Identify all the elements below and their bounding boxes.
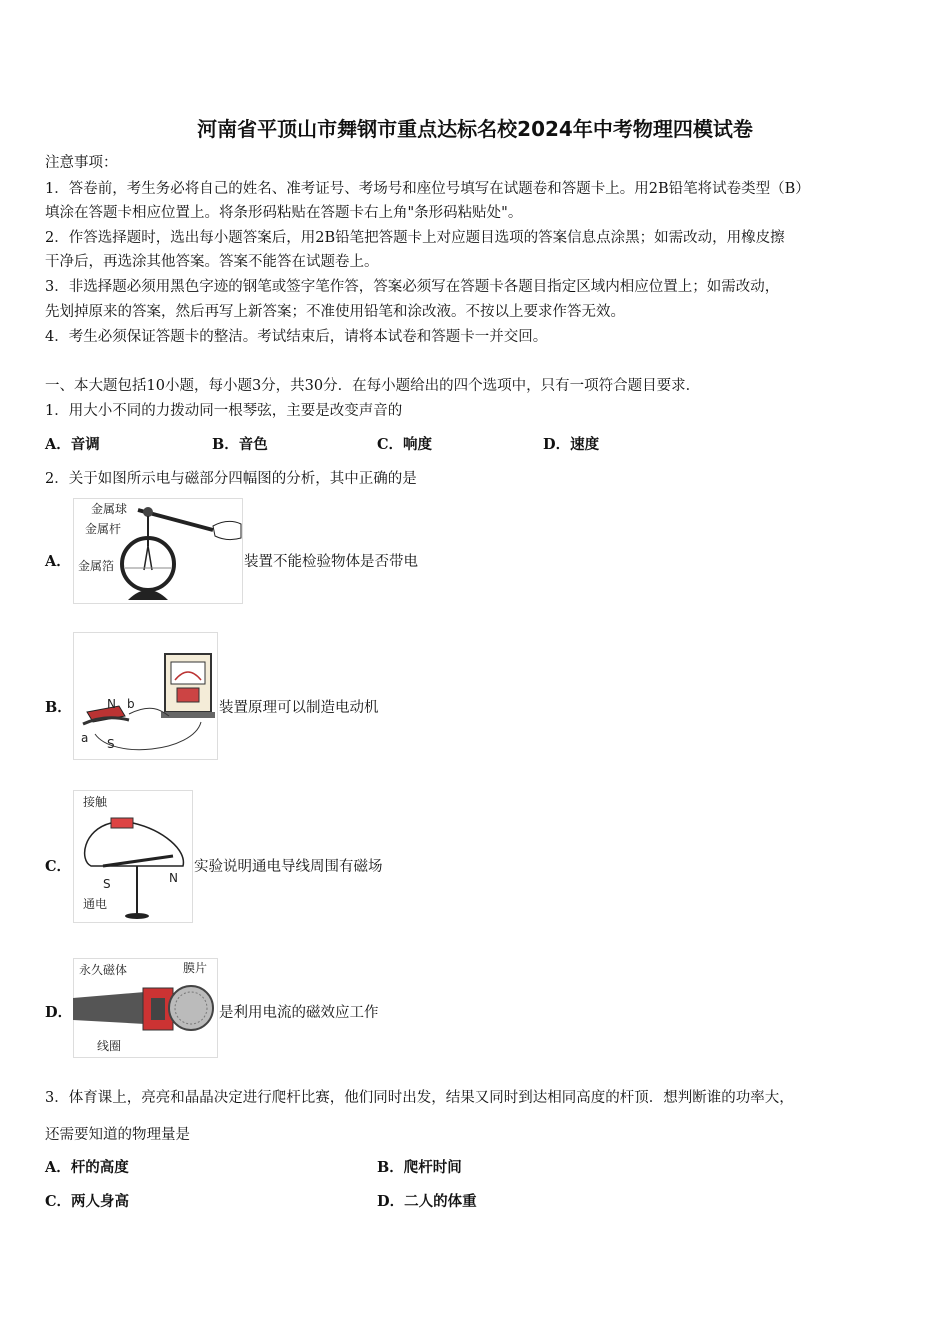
notice-line: 4．考生必须保证答题卡的整洁。考试结束后，请将本试卷和答题卡一并交回。 [45,329,548,345]
q3-option-b: B．爬杆时间 [377,1159,462,1176]
q1-option-b: B．音色 [212,436,268,453]
q2-option-b-text: 装置原理可以制造电动机 [219,700,379,716]
page-title: 河南省平顶山市舞钢市重点达标名校2024年中考物理四模试卷 [197,117,753,141]
q3-option-c: C．两人身高 [45,1193,130,1210]
fig-label-s: S [103,877,111,891]
fig-label-diaphragm: 膜片 [183,961,208,975]
q2-option-d-label: D． [45,1004,73,1021]
fig-label-b: b [127,697,135,711]
notice-line: 3．非选择题必须用黑色字迹的钢笔或签字笔作答，答案必须写在答题卡各题目指定区域内相应位置上；如需改动， [45,279,780,295]
notice-line: 干净后，再选涂其他答案。答案不能答在试题卷上。 [45,254,379,270]
microphone-figure [73,958,218,1058]
fig-label-coil: 线圈 [97,1039,122,1053]
q2-option-d-text: 是利用电流的磁效应工作 [219,1005,379,1021]
q2-option-c-label: C． [45,858,72,875]
fig-label-metal-foil: 金属箔 [78,559,115,573]
q1-option-d: D．速度 [543,436,600,453]
fig-label-current: 通电 [83,897,108,911]
q3-option-a: A．杆的高度 [45,1159,129,1176]
notice-line: 先划掉原来的答案，然后再写上新答案；不准使用铅笔和涂改液。不按以上要求作答无效。 [45,304,625,320]
question-2-stem: 2．关于如图所示电与磁部分四幅图的分析，其中正确的是 [45,471,417,487]
q3-option-d: D．二人的体重 [377,1193,477,1210]
fig-label-contact: 接触 [83,795,108,809]
notice-heading: 注意事项： [45,155,118,171]
q2-option-b-label: B． [45,699,72,716]
fig-label-metal-ball: 金属球 [91,502,128,516]
question-3-stem-line2: 还需要知道的物理量是 [45,1127,190,1143]
notice-line: 填涂在答题卡相应位置上。将条形码粘贴在答题卡右上角"条形码粘贴处"。 [45,205,523,221]
fig-label-n: N [169,871,178,885]
fig-label-s: S [107,737,115,751]
fig-label-metal-rod: 金属杆 [85,522,122,536]
fig-label-magnet: 永久磁体 [79,963,128,977]
generator-figure [73,632,218,760]
electroscope-figure [73,498,243,604]
fig-label-a: a [81,731,89,745]
q2-option-a-label: A． [45,553,71,570]
question-3-stem-line1: 3．体育课上，亮亮和晶晶决定进行爬杆比赛，他们同时出发，结果又同时到达相同高度的杆顶．想判断谁的功率大， [45,1090,794,1106]
q2-option-a-text: 装置不能检验物体是否带电 [244,554,418,570]
section-heading: 一、本大题包括10小题，每小题3分，共30分．在每小题给出的四个选项中，只有一项符合题目要求． [45,378,701,394]
notice-line: 2．作答选择题时，选出每小题答案后，用2B铅笔把答题卡上对应题目选项的答案信息点涂黑；如需改动，用橡皮擦 [45,230,785,246]
notice-line: 1．答卷前，考生务必将自己的姓名、准考证号、考场号和座位号填写在试题卷和答题卡上。用2B铅笔将试卷类型（B） [45,181,810,197]
question-1-stem: 1．用大小不同的力拨动同一根琴弦，主要是改变声音的 [45,403,403,419]
q1-option-c: C．响度 [377,436,433,453]
q2-option-c-text: 实验说明通电导线周围有磁场 [194,859,383,875]
oersted-figure [73,790,193,923]
fig-label-n: N [107,697,116,711]
q1-option-a: A．音调 [45,436,100,453]
